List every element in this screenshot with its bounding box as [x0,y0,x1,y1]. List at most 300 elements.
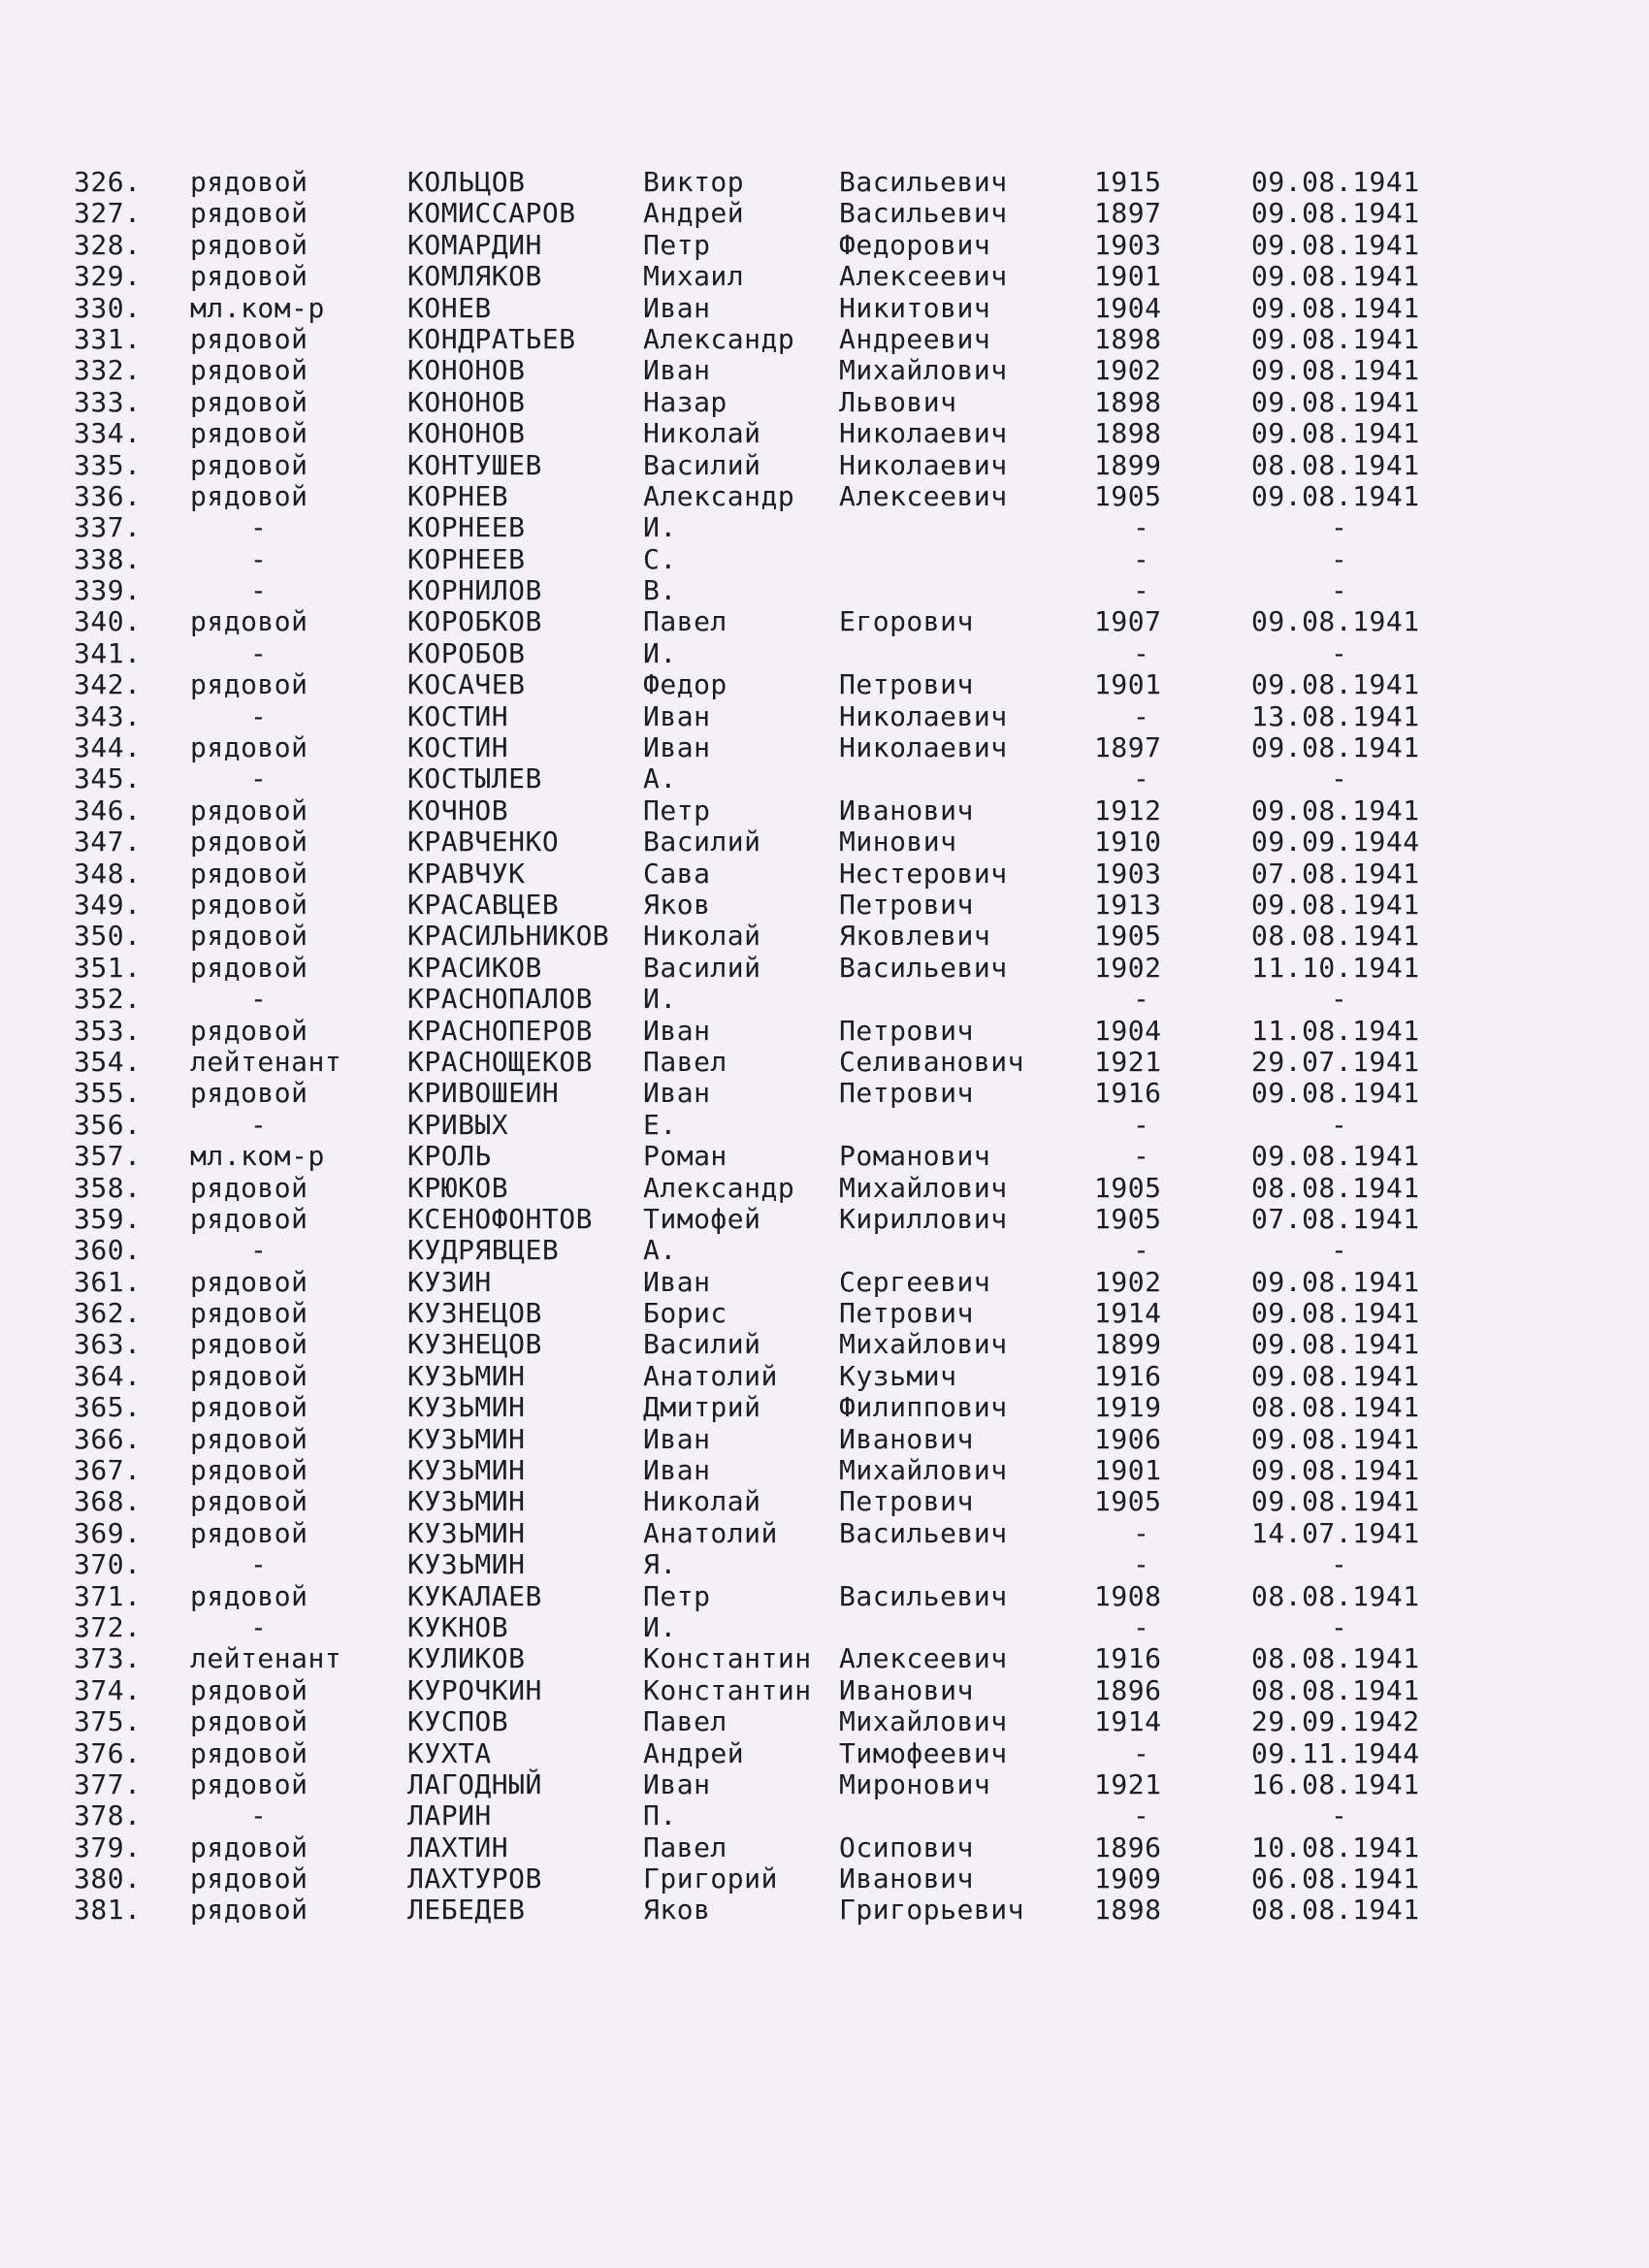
first-name: Василий [643,1328,761,1361]
rank: - [250,762,268,795]
entry-number: 365. [74,1391,142,1424]
first-name: Тимофей [643,1202,761,1235]
list-item [0,1235,1649,1266]
entry-number: 349. [74,888,142,921]
list-item [0,984,1649,1015]
patronymic: Львович [839,385,957,418]
patronymic: Филиппович [839,1391,1008,1424]
birth-year: - [1133,1516,1150,1549]
last-name: КУДРЯВЦЕВ [407,1234,560,1267]
birth-year: - [1133,699,1150,732]
first-name: Павел [643,1831,728,1863]
list-item [0,450,1649,481]
last-name: КОРНЕЕВ [407,511,526,544]
first-name: Александр [643,479,795,512]
patronymic: Егорович [839,605,974,638]
first-name: Е. [643,1108,677,1141]
patronymic: Кузьмич [839,1359,957,1392]
patronymic: Михайлович [839,1171,1008,1204]
first-name: Роман [643,1140,728,1173]
patronymic: Андреевич [839,322,991,355]
last-name: КОЛЬЦОВ [407,166,526,198]
entry-number: 352. [74,983,142,1016]
birth-year: 1914 [1094,1705,1162,1738]
list-item [0,1110,1649,1141]
entry-number: 355. [74,1077,142,1110]
last-name: КОРНЕВ [407,479,509,512]
entry-number: 344. [74,731,142,764]
last-name: КОЧНОВ [407,794,509,826]
rank: рядовой [190,260,308,293]
birth-year: 1913 [1094,888,1162,921]
patronymic: Осипович [839,1831,974,1863]
last-name: КУЗИН [407,1265,492,1298]
entry-number: 350. [74,920,142,953]
rank: рядовой [190,951,308,984]
entry-number: 377. [74,1767,142,1800]
patronymic: Селиванович [839,1045,1024,1078]
patronymic: Яковлевич [839,920,991,953]
last-name: КРАСИКОВ [407,951,542,984]
entry-number: 369. [74,1516,142,1549]
list-item [0,1863,1649,1895]
patronymic: Николаевич [839,417,1008,450]
date: 09.08.1941 [1251,731,1420,764]
rank: рядовой [190,1736,308,1769]
birth-year: 1915 [1094,166,1162,198]
first-name: И. [643,1610,677,1643]
patronymic: Михайлович [839,1454,1008,1487]
date: 09.11.1944 [1251,1736,1420,1769]
first-name: Петр [643,228,711,261]
birth-year: 1921 [1094,1045,1162,1078]
rank: рядовой [190,1359,308,1392]
patronymic: Петрович [839,888,974,921]
list-item [0,1769,1649,1800]
patronymic: Васильевич [839,197,1008,230]
birth-year: 1916 [1094,1077,1162,1110]
date: 09.08.1941 [1251,1359,1420,1392]
entry-number: 366. [74,1422,142,1455]
last-name: КУРОЧКИН [407,1673,542,1706]
list-item [0,921,1649,952]
last-name: КУЗЬМИН [407,1359,526,1392]
rank: рядовой [190,857,308,890]
birth-year: 1902 [1094,354,1162,387]
last-name: КУЗЬМИН [407,1548,526,1581]
first-name: Михаил [643,260,745,293]
date: - [1331,1610,1348,1643]
patronymic: Нестерович [839,857,1008,890]
birth-year: - [1133,983,1150,1016]
first-name: Иван [643,1422,711,1455]
birth-year: 1905 [1094,479,1162,512]
last-name: КУКНОВ [407,1610,509,1643]
list-item [0,1267,1649,1298]
rank: рядовой [190,385,308,418]
rank: рядовой [190,1673,308,1706]
list-item [0,1832,1649,1863]
last-name: ЛАХТУРОВ [407,1863,542,1895]
last-name: КУЗЬМИН [407,1516,526,1549]
last-name: ЛЕБЕДЕВ [407,1894,526,1927]
list-item [0,324,1649,355]
birth-year: 1898 [1094,1894,1162,1927]
last-name: КРАСНОЩЕКОВ [407,1045,593,1078]
list-item [0,481,1649,512]
last-name: КУЗНЕЦОВ [407,1297,542,1330]
first-name: Федор [643,668,728,701]
last-name: КУЗНЕЦОВ [407,1328,542,1361]
birth-year: 1905 [1094,1485,1162,1518]
patronymic: Сергеевич [839,1265,991,1298]
patronymic: Алексеевич [839,479,1008,512]
rank: рядовой [190,1422,308,1455]
birth-year: 1910 [1094,826,1162,859]
date: 29.07.1941 [1251,1045,1420,1078]
birth-year: 1897 [1094,197,1162,230]
date: 08.08.1941 [1251,448,1420,481]
first-name: А. [643,1234,677,1267]
list-item [0,638,1649,669]
rank: - [250,699,268,732]
first-name: Иван [643,1265,711,1298]
rank: лейтенант [190,1642,342,1675]
entry-number: 359. [74,1202,142,1235]
entry-number: 333. [74,385,142,418]
list-item [0,575,1649,606]
entry-number: 337. [74,511,142,544]
date: 09.08.1941 [1251,1140,1420,1173]
first-name: А. [643,762,677,795]
birth-year: - [1133,1234,1150,1267]
entry-number: 327. [74,197,142,230]
entry-number: 339. [74,574,142,607]
rank: - [250,1799,268,1832]
entry-number: 329. [74,260,142,293]
entry-number: 360. [74,1234,142,1267]
patronymic: Минович [839,826,957,859]
date: 09.08.1941 [1251,605,1420,638]
list-item [0,1738,1649,1769]
birth-year: - [1133,1799,1150,1832]
rank: рядовой [190,448,308,481]
entry-number: 332. [74,354,142,387]
first-name: Виктор [643,166,745,198]
rank: рядовой [190,1894,308,1927]
birth-year: 1904 [1094,291,1162,324]
birth-year: 1921 [1094,1767,1162,1800]
list-item [0,1173,1649,1204]
last-name: КОСТИН [407,699,509,732]
rank: - [250,983,268,1016]
entry-number: 345. [74,762,142,795]
patronymic: Иванович [839,1422,974,1455]
date: - [1331,542,1348,575]
last-name: КРИВЫХ [407,1108,509,1141]
date: 29.09.1942 [1251,1705,1420,1738]
list-item [0,953,1649,984]
first-name: Иван [643,1767,711,1800]
list-item [0,230,1649,261]
birth-year: 1905 [1094,1202,1162,1235]
first-name: Иван [643,699,711,732]
patronymic: Петрович [839,1297,974,1330]
list-item [0,198,1649,229]
last-name: КОСТИН [407,731,509,764]
date: 09.08.1941 [1251,1077,1420,1110]
birth-year: - [1133,1140,1150,1173]
first-name: Иван [643,291,711,324]
rank: рядовой [190,1485,308,1518]
rank: рядовой [190,479,308,512]
first-name: Константин [643,1642,812,1675]
last-name: КОСТЫЛЕВ [407,762,542,795]
birth-year: 1904 [1094,1014,1162,1047]
last-name: ЛАХТИН [407,1831,509,1863]
patronymic: Васильевич [839,951,1008,984]
list-item [0,1361,1649,1392]
list-item [0,261,1649,292]
birth-year: 1903 [1094,857,1162,890]
patronymic: Михайлович [839,1328,1008,1361]
date: 09.08.1941 [1251,322,1420,355]
entry-number: 343. [74,699,142,732]
last-name: КРАСНОПЕРОВ [407,1014,593,1047]
list-item [0,1455,1649,1486]
birth-year: 1901 [1094,668,1162,701]
last-name: КРОЛЬ [407,1140,492,1173]
patronymic: Кириллович [839,1202,1008,1235]
rank: рядовой [190,1516,308,1549]
rank: рядовой [190,354,308,387]
entry-number: 380. [74,1863,142,1895]
date: 14.07.1941 [1251,1516,1420,1549]
rank: - [250,574,268,607]
first-name: Иван [643,731,711,764]
first-name: Дмитрий [643,1391,761,1424]
date: 09.08.1941 [1251,417,1420,450]
birth-year: 1908 [1094,1579,1162,1612]
patronymic: Николаевич [839,448,1008,481]
birth-year: - [1133,636,1150,669]
first-name: И. [643,636,677,669]
first-name: И. [643,983,677,1016]
birth-year: 1907 [1094,605,1162,638]
rank: - [250,1548,268,1581]
birth-year: 1896 [1094,1831,1162,1863]
rank: рядовой [190,1767,308,1800]
entry-number: 331. [74,322,142,355]
list-item [0,732,1649,763]
rank: - [250,636,268,669]
rank: - [250,542,268,575]
patronymic: Миронович [839,1767,991,1800]
first-name: Андрей [643,197,745,230]
date: 09.08.1941 [1251,1454,1420,1487]
rank: рядовой [190,1265,308,1298]
birth-year: 1912 [1094,794,1162,826]
first-name: Николай [643,417,761,450]
list-item [0,512,1649,543]
birth-year: 1909 [1094,1863,1162,1895]
rank: рядовой [190,1014,308,1047]
birth-year: 1898 [1094,322,1162,355]
list-item [0,418,1649,449]
list-item [0,293,1649,324]
last-name: ЛАГОДНЫЙ [407,1767,542,1800]
birth-year: 1905 [1094,920,1162,953]
rank: рядовой [190,826,308,859]
list-item [0,1643,1649,1674]
first-name: Петр [643,1579,711,1612]
date: 08.08.1941 [1251,920,1420,953]
rank: мл.ком-р [190,1140,325,1173]
first-name: Петр [643,794,711,826]
first-name: Николай [643,1485,761,1518]
patronymic: Федорович [839,228,991,261]
list-item [0,1078,1649,1109]
first-name: Александр [643,1171,795,1204]
rank: рядовой [190,417,308,450]
entry-number: 353. [74,1014,142,1047]
entry-number: 376. [74,1736,142,1769]
entry-number: 367. [74,1454,142,1487]
entry-number: 362. [74,1297,142,1330]
list-item [0,1204,1649,1235]
entry-number: 336. [74,479,142,512]
date: 09.08.1941 [1251,1422,1420,1455]
list-item [0,544,1649,575]
date: 09.08.1941 [1251,1265,1420,1298]
rank: - [250,1610,268,1643]
patronymic: Петрович [839,668,974,701]
rank: рядовой [190,1077,308,1110]
entry-number: 370. [74,1548,142,1581]
date: 09.08.1941 [1251,291,1420,324]
rank: рядовой [190,1579,308,1612]
last-name: КРИВОШЕИН [407,1077,560,1110]
birth-year: - [1133,542,1150,575]
last-name: КОРНИЛОВ [407,574,542,607]
birth-year: - [1133,1108,1150,1141]
birth-year: 1899 [1094,1328,1162,1361]
first-name: Анатолий [643,1359,778,1392]
rank: рядовой [190,1863,308,1895]
birth-year: 1916 [1094,1642,1162,1675]
date: 09.08.1941 [1251,166,1420,198]
rank: рядовой [190,731,308,764]
rank: рядовой [190,1297,308,1330]
last-name: КРЮКОВ [407,1171,509,1204]
first-name: Борис [643,1297,728,1330]
date: 09.08.1941 [1251,228,1420,261]
entry-number: 368. [74,1485,142,1518]
first-name: Василий [643,826,761,859]
last-name: КУХТА [407,1736,492,1769]
entry-number: 378. [74,1799,142,1832]
entry-number: 334. [74,417,142,450]
entry-number: 372. [74,1610,142,1643]
last-name: КРАСНОПАЛОВ [407,983,593,1016]
last-name: КУЗЬМИН [407,1485,526,1518]
date: 08.08.1941 [1251,1391,1420,1424]
rank: рядовой [190,1705,308,1738]
birth-year: 1899 [1094,448,1162,481]
first-name: С. [643,542,677,575]
list-item [0,1581,1649,1612]
birth-year: 1901 [1094,260,1162,293]
entry-number: 351. [74,951,142,984]
list-item [0,1141,1649,1172]
entry-number: 330. [74,291,142,324]
last-name: КУЗЬМИН [407,1422,526,1455]
entry-number: 364. [74,1359,142,1392]
entry-number: 346. [74,794,142,826]
patronymic: Никитович [839,291,991,324]
entry-number: 373. [74,1642,142,1675]
date: 09.08.1941 [1251,888,1420,921]
list-item [0,167,1649,198]
rank: рядовой [190,1202,308,1235]
first-name: Иван [643,354,711,387]
rank: рядовой [190,1831,308,1863]
entry-number: 379. [74,1831,142,1863]
last-name: КРАВЧЕНКО [407,826,560,859]
list-item [0,1800,1649,1831]
first-name: Яков [643,888,711,921]
last-name: КОНДРАТЬЕВ [407,322,576,355]
first-name: Яков [643,1894,711,1927]
patronymic: Тимофеевич [839,1736,1008,1769]
date: - [1331,762,1348,795]
entry-number: 348. [74,857,142,890]
date: 16.08.1941 [1251,1767,1420,1800]
birth-year: 1901 [1094,1454,1162,1487]
last-name: КУКАЛАЕВ [407,1579,542,1612]
first-name: Константин [643,1673,812,1706]
entry-number: 357. [74,1140,142,1173]
rank: рядовой [190,228,308,261]
date: - [1331,1548,1348,1581]
patronymic: Петрович [839,1485,974,1518]
list-item [0,1392,1649,1423]
birth-year: - [1133,1610,1150,1643]
entry-number: 361. [74,1265,142,1298]
list-item [0,1424,1649,1455]
first-name: Сава [643,857,711,890]
date: 09.09.1944 [1251,826,1420,859]
entry-number: 363. [74,1328,142,1361]
list-item [0,1675,1649,1706]
entry-number: 375. [74,1705,142,1738]
date: 08.08.1941 [1251,1894,1420,1927]
last-name: КОСАЧЕВ [407,668,526,701]
date: 08.08.1941 [1251,1171,1420,1204]
first-name: Павел [643,605,728,638]
first-name: Иван [643,1014,711,1047]
entry-number: 381. [74,1894,142,1927]
date: 09.08.1941 [1251,1297,1420,1330]
last-name: ЛАРИН [407,1799,492,1832]
personnel-list [0,167,1649,1927]
date: - [1331,1799,1348,1832]
rank: рядовой [190,1328,308,1361]
date: 08.08.1941 [1251,1642,1420,1675]
date: - [1331,983,1348,1016]
birth-year: 1898 [1094,417,1162,450]
first-name: Василий [643,448,761,481]
